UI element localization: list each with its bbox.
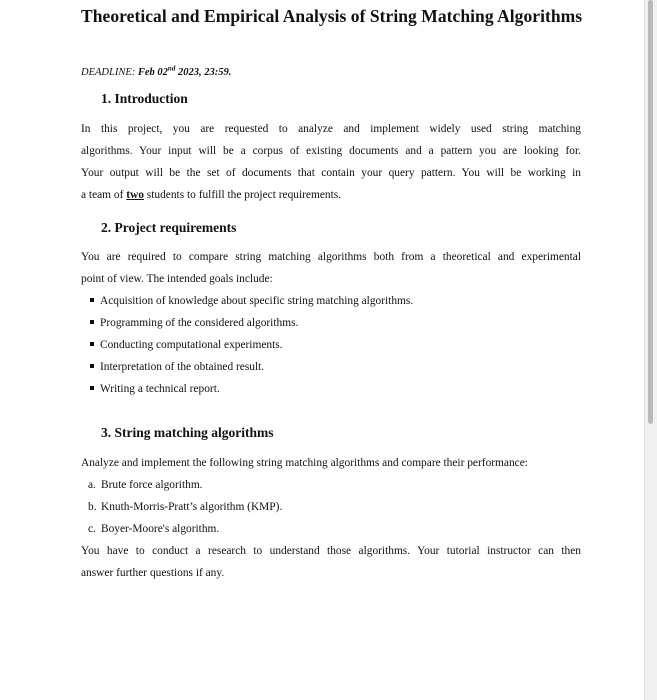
list-item-text: Interpretation of the obtained result.	[100, 361, 265, 373]
list-item	[90, 378, 413, 400]
bullet-square-icon	[90, 298, 94, 302]
deadline-date	[137, 64, 232, 78]
paragraph-line: point of view. The intended goals include:	[81, 273, 273, 285]
list-item	[90, 356, 413, 378]
section-heading-requirements: 2. Project requirements	[101, 220, 237, 235]
algorithms-closing-paragraph	[81, 540, 581, 584]
bullet-square-icon	[90, 342, 94, 346]
paragraph-line: In this project, you are requested to analyze and implement widely used string matching	[81, 123, 581, 135]
list-marker: c.	[88, 523, 96, 535]
list-marker: b.	[88, 501, 97, 513]
list-item	[90, 290, 413, 312]
list-item	[88, 496, 282, 518]
bullet-square-icon	[90, 320, 94, 324]
list-item-text: Conducting computational experiments.	[100, 339, 283, 351]
list-marker: a.	[88, 479, 96, 491]
bullet-square-icon	[90, 386, 94, 390]
section-heading-algorithms: 3. String matching algorithms	[101, 425, 274, 440]
paragraph-line: You have to conduct a research to understand those algorithms. Your tutorial instructor can then	[81, 545, 581, 557]
team-size-emphasis: two	[126, 189, 144, 201]
paragraph-text: a team of	[81, 189, 127, 201]
scrollbar-thumb[interactable]	[648, 0, 653, 424]
introduction-paragraph	[81, 118, 581, 206]
section-heading-introduction: 1. Introduction	[101, 91, 188, 106]
algorithms-intro	[81, 452, 581, 474]
list-item	[88, 474, 282, 496]
requirements-paragraph	[81, 246, 581, 290]
paragraph-line: You are required to compare string matching algorithms both from a theoretical and experimental	[81, 251, 581, 263]
paragraph-line: algorithms. Your input will be a corpus of existing documents and a pattern you are looking for.	[81, 145, 581, 157]
list-item-text: Programming of the considered algorithms.	[100, 317, 299, 329]
vertical-scrollbar[interactable]	[644, 0, 657, 700]
paragraph-text: students to fulfill the project requirements.	[143, 189, 342, 201]
deadline	[81, 64, 232, 78]
document-title: Theoretical and Empirical Analysis of String Matching Algorithms	[81, 6, 583, 26]
paragraph-line: Your output will be the set of documents that contain your query pattern. You will be working in	[81, 167, 581, 179]
deadline-date-ordinal: nd	[167, 64, 176, 73]
list-item-text: Writing a technical report.	[100, 383, 220, 395]
deadline-date-prefix: Feb 02	[137, 67, 168, 78]
requirements-bullet-list	[90, 290, 413, 400]
list-item-text: Knuth-Morris-Pratt’s algorithm (KMP).	[101, 501, 283, 513]
paragraph-line: Analyze and implement the following string matching algorithms and compare their performance:	[81, 457, 528, 469]
list-item-text: Boyer-Moore's algorithm.	[101, 523, 220, 535]
list-item-text: Brute force algorithm.	[101, 479, 203, 491]
list-item	[90, 312, 413, 334]
algorithms-list	[88, 474, 282, 540]
list-item-text: Acquisition of knowledge about specific string matching algorithms.	[100, 295, 414, 307]
deadline-label: DEADLINE:	[81, 67, 138, 78]
list-item	[90, 334, 413, 356]
list-item	[88, 518, 282, 540]
bullet-square-icon	[90, 364, 94, 368]
paragraph-line: answer further questions if any.	[81, 567, 225, 579]
deadline-date-rest: 2023, 23:59.	[175, 67, 232, 78]
paragraph-line	[81, 184, 581, 206]
